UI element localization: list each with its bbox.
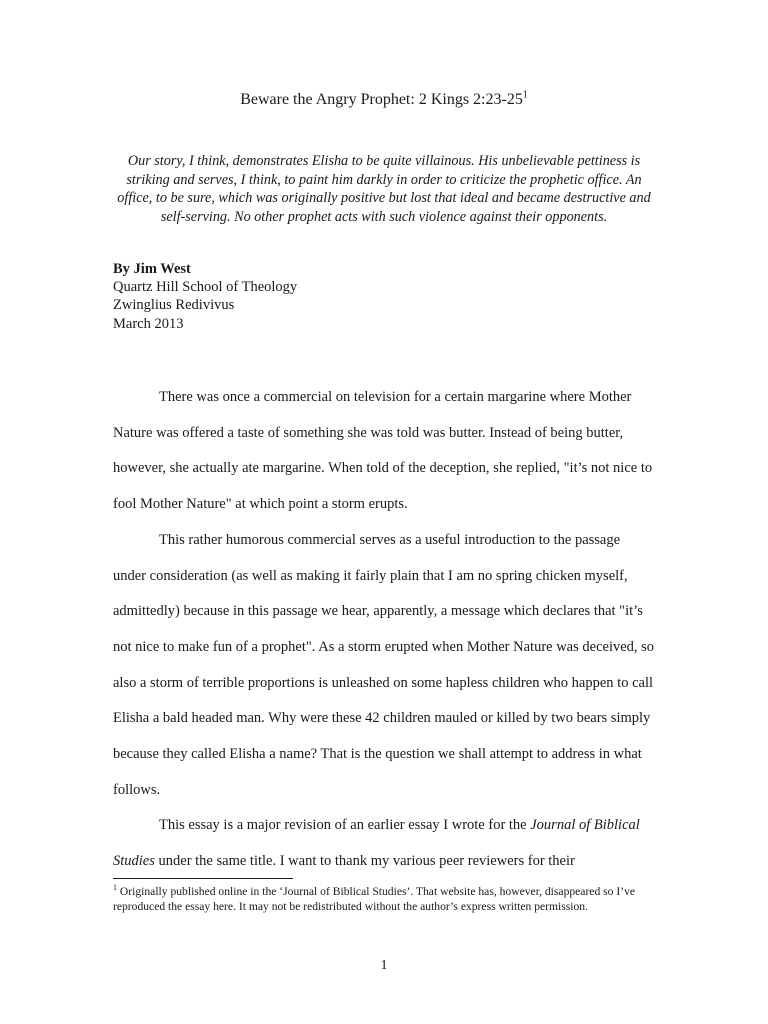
- author-name: By Jim West: [113, 261, 191, 277]
- byline: [113, 260, 297, 333]
- author-affiliation: Zwinglius Redivivus: [113, 297, 235, 314]
- page-number: 1: [380, 958, 388, 973]
- publication-date: March 2013: [113, 315, 184, 332]
- author-institution: Quartz Hill School of Theology: [113, 279, 298, 296]
- footnote-text: Originally published online in the ‘Journal of Biblical Studies’. That website has, however, disappeared so I’ve reproduced the essay here. It may not be redistributed without the author’s express written permission.: [113, 885, 636, 914]
- footnote: [113, 884, 655, 914]
- abstract: Our story, I think, demonstrates Elisha to be quite villainous. His unbelievable pettiness is striking and serves, I think, to paint him darkly in order to criticize the prophetic office. An office, to be sure, which was originally positive but lost that ideal and became destructive and self-serving. No other prophet acts with such violence against their opponents.: [117, 153, 651, 225]
- footnote-marker: 1: [113, 883, 117, 893]
- body-text: [113, 380, 655, 880]
- body-paragraph: There was once a commercial on television for a certain margarine where Mother Nature was offered a taste of something she was told was butter. Instead of being butter, however, she actually ate margarine. When told of the deception, she replied, "it’s not nice to fool Mother Nature" at which point a storm erupts.: [113, 389, 653, 513]
- title-text: Beware the Angry Prophet: 2 Kings 2:23-25: [240, 91, 523, 108]
- document-title: [0, 91, 768, 109]
- paragraph-text: under the same title. I want to thank my various peer reviewers for their: [154, 853, 575, 870]
- footnote-separator: [113, 878, 293, 879]
- paragraph-text: This essay is a major revision of an earlier essay I wrote for the: [159, 817, 531, 834]
- body-paragraph: [113, 808, 655, 879]
- body-paragraph: This rather humorous commercial serves as a useful introduction to the passage under consideration (as well as making it fairly plain that I am no spring chicken myself, admittedly) because in this passage we hear, apparently, a message which declares that "it’s not nice to make fun of a prophet". As a storm erupted when Mother Nature was deceived, so also a storm of terrible proportions is unleashed on some hapless children who happen to call Elisha a bald headed man. Why were these 42 children mauled or killed by two bears simply because they called Elisha a name? That is the question we shall attempt to address in what follows.: [113, 531, 655, 798]
- journal-title: Journal of Biblical Studies: [113, 817, 640, 870]
- title-footnote-marker[interactable]: 1: [522, 89, 528, 101]
